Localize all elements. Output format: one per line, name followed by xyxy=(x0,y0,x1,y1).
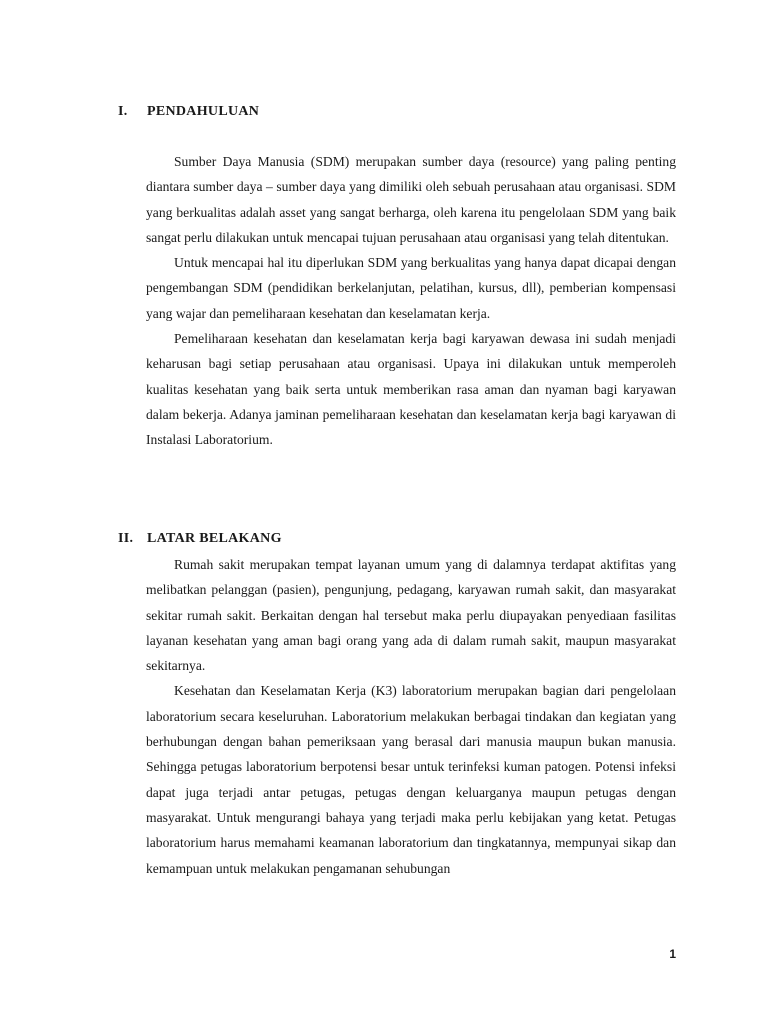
page-number: 1 xyxy=(669,947,676,961)
section-heading-latar-belakang xyxy=(118,531,282,547)
paragraph: Rumah sakit merupakan tempat layanan umum yang di dalamnya terdapat aktifitas yang melibatkan pelanggan (pasien), pengunjung, pedagang, karyawan rumah sakit, dan masyarakat sekitar rumah sakit. Berkaitan dengan hal tersebut maka perlu diupayakan penyediaan fasilitas layanan kesehatan yang aman bagi orang yang ada di dalam rumah sakit, maupun masyarakat sekitarnya. xyxy=(146,557,676,674)
paragraph: Pemeliharaan kesehatan dan keselamatan kerja bagi karyawan dewasa ini sudah menjadi keharusan bagi setiap perusahaan atau organisasi. Upaya ini dilakukan untuk memperoleh kualitas kesehatan yang baik serta untuk memberikan rasa aman dan nyaman bagi karyawan dalam bekerja. Adanya jaminan pemeliharaan kesehatan dan keselamatan kerja bagi karyawan di Instalasi Laboratorium. xyxy=(146,331,676,448)
paragraph: Sumber Daya Manusia (SDM) merupakan sumber daya (resource) yang paling penting diantara sumber daya – sumber daya yang dimiliki oleh sebuah perusahaan atau organisasi. SDM yang berkualitas adalah asset yang sangat berharga, oleh karena itu pengelolaan SDM yang baik sangat perlu dilakukan untuk mencapai tujuan perusahaan atau organisasi yang telah ditentukan. xyxy=(146,154,676,245)
section-body-latar-belakang xyxy=(146,552,676,881)
section-heading-pendahuluan xyxy=(118,104,259,120)
section-title: PENDAHULUAN xyxy=(147,104,260,119)
section-number: I. xyxy=(118,104,128,119)
paragraph: Untuk mencapai hal itu diperlukan SDM yang berkualitas yang hanya dapat dicapai dengan pengembangan SDM (pendidikan berkelanjutan, pelatihan, kursus, dll), pemberian kompensasi yang wajar dan pemeliharaan kesehatan dan keselamatan kerja. xyxy=(146,255,676,321)
section-number: II. xyxy=(118,531,134,546)
section-body-pendahuluan xyxy=(146,149,676,453)
section-title: LATAR BELAKANG xyxy=(147,531,282,546)
paragraph: Kesehatan dan Keselamatan Kerja (K3) laboratorium merupakan bagian dari pengelolaan laboratorium secara keseluruhan. Laboratorium melakukan berbagai tindakan dan kegiatan yang berhubungan dengan bahan pemeriksaan yang berasal dari manusia maupun bukan manusia. Sehingga petugas laboratorium berpotensi besar untuk terinfeksi kuman patogen. Potensi infeksi dapat juga terjadi antar petugas, petugas dengan keluarganya maupun petugas dengan masyarakat. Untuk mengurangi bahaya yang terjadi maka perlu kebijakan yang ketat. Petugas laboratorium harus memahami keamanan laboratorium dan tingkatannya, mempunyai sikap dan kemampuan untuk melakukan pengamanan sehubungan xyxy=(146,683,676,876)
